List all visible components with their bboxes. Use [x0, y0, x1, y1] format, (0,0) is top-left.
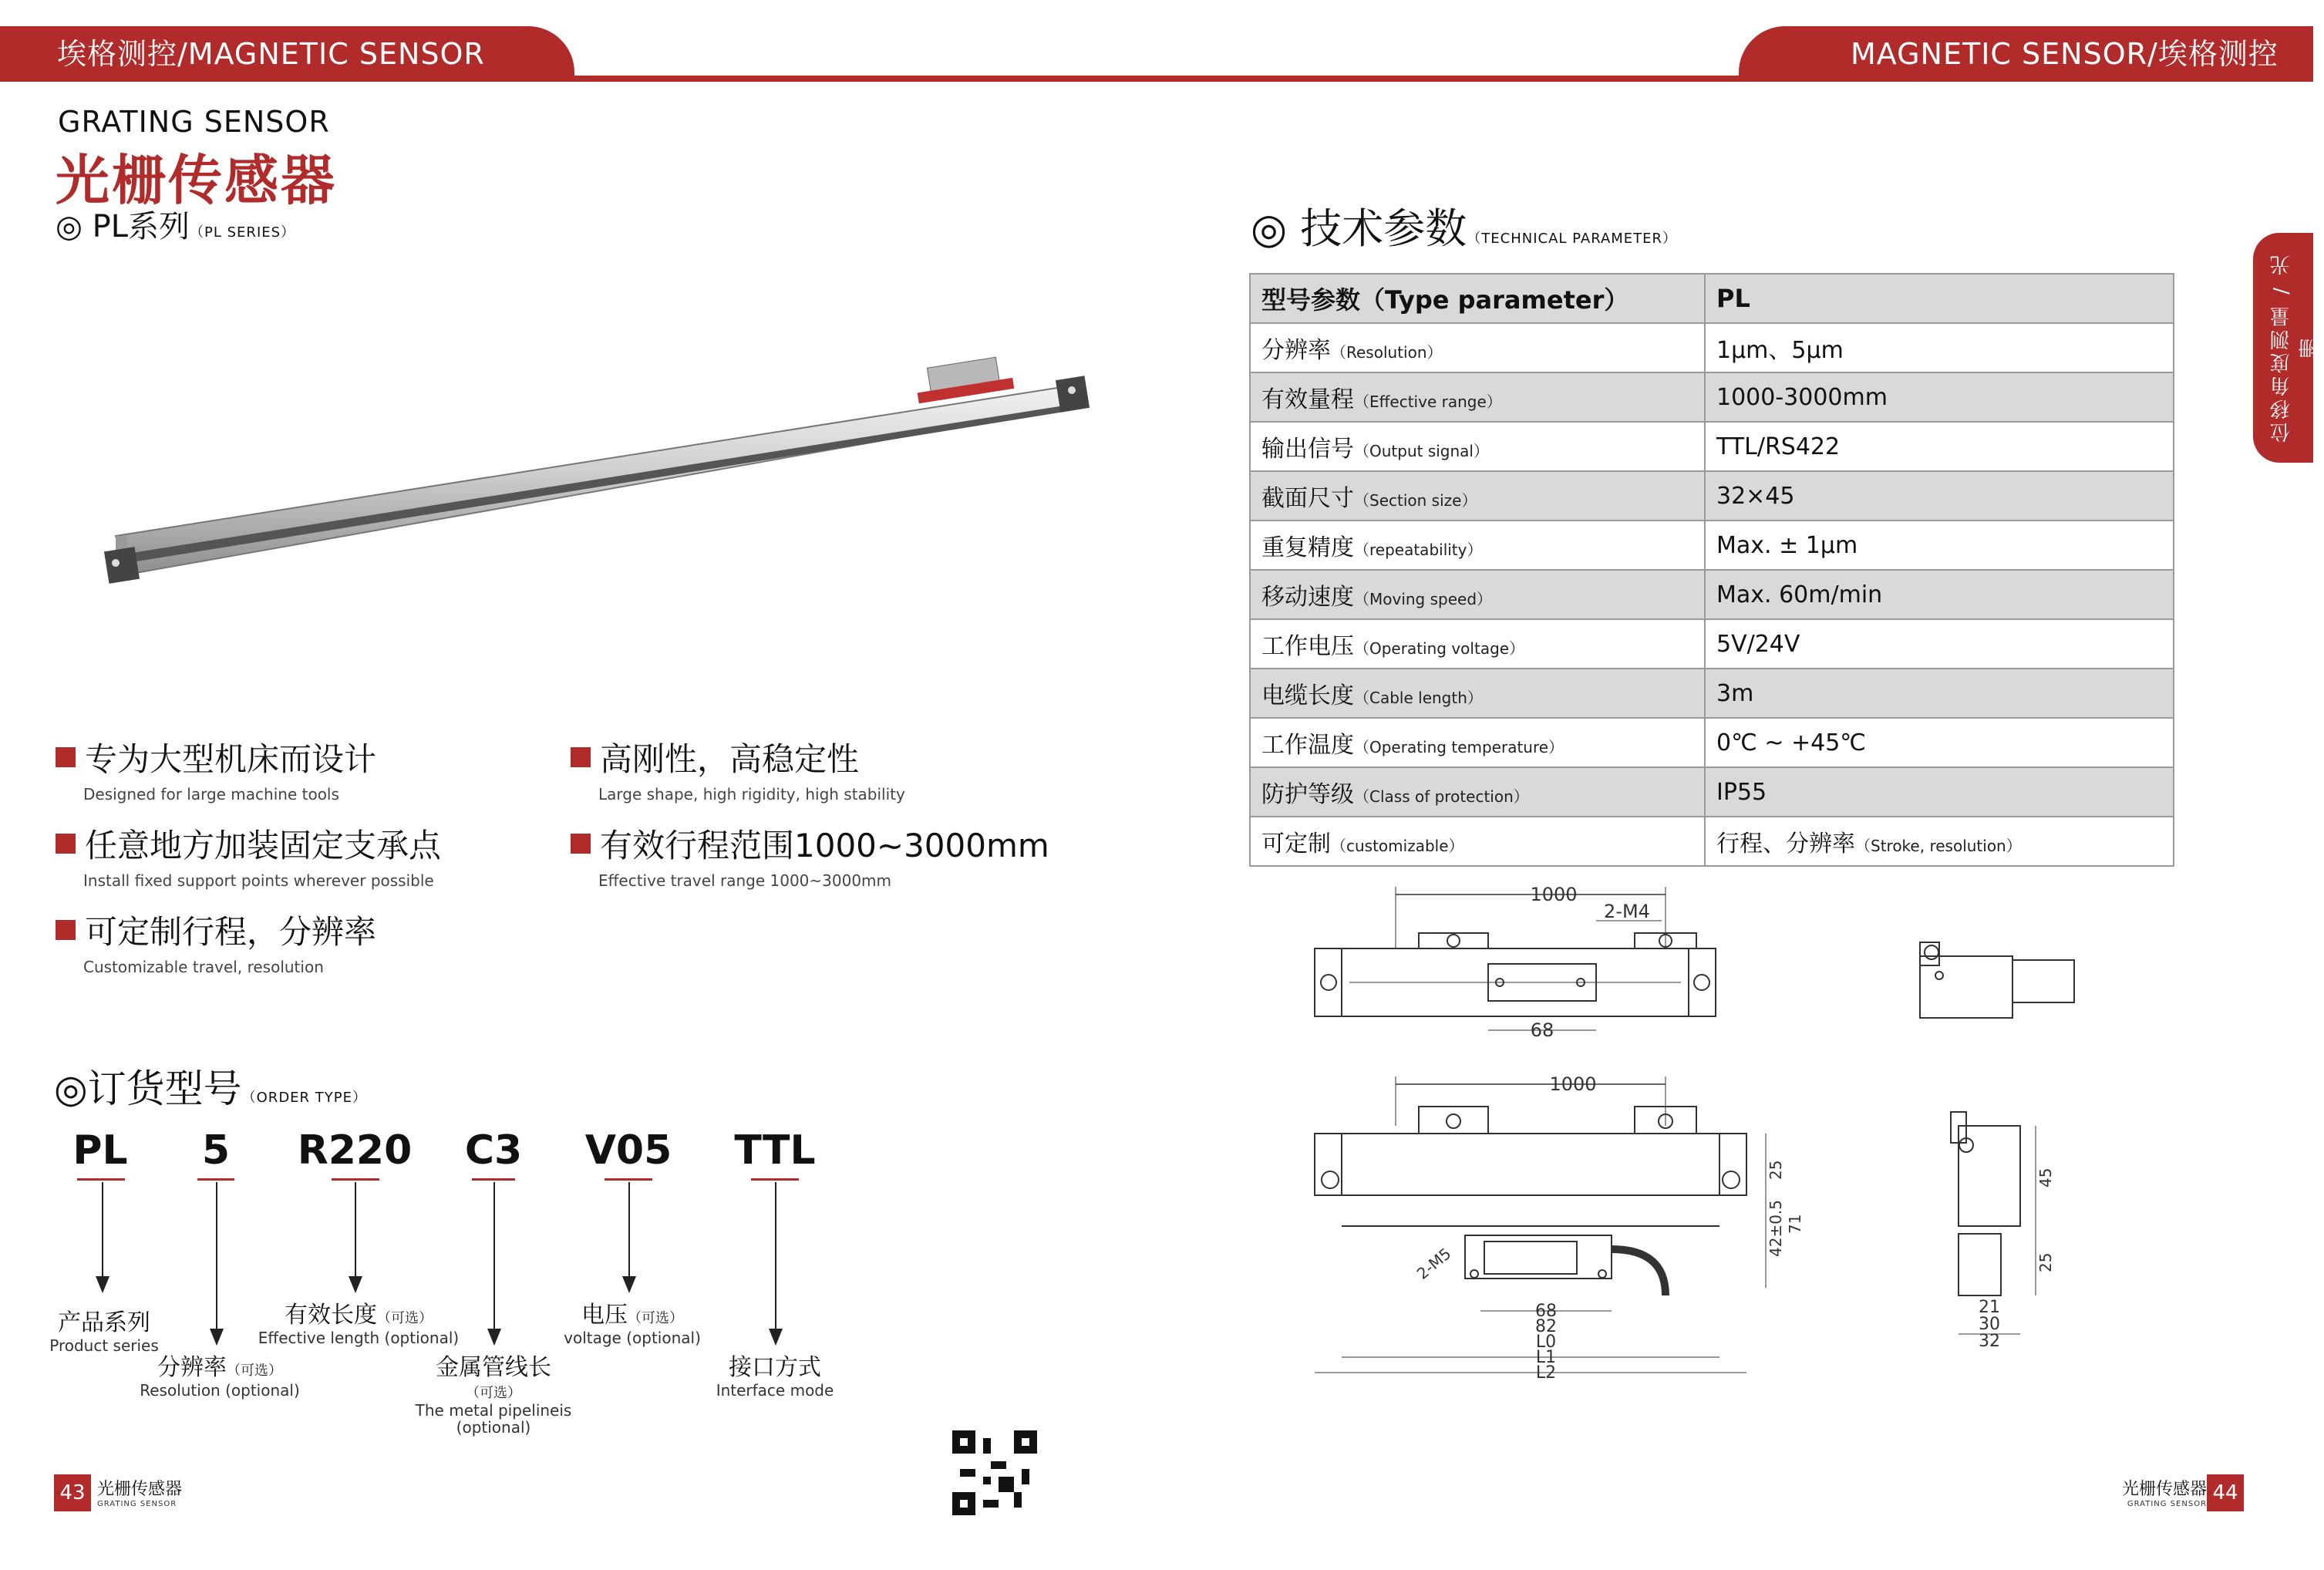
arrow-down-icon: [216, 1182, 217, 1344]
arrow-down-icon: [628, 1182, 630, 1292]
table-row: [1250, 767, 2174, 817]
table-header-param: 型号参数（Type parameter）: [1250, 274, 1705, 323]
arrow-down-icon: [102, 1182, 103, 1292]
order-label-cn: 产品系列: [58, 1309, 150, 1336]
order-label-en: Effective length (optional): [258, 1329, 460, 1347]
feature-2: [571, 734, 905, 804]
feature-5-cn: 可定制行程，分辨率: [85, 913, 377, 951]
header-tab-right: MAGNETIC SENSOR/埃格测控: [1739, 26, 2313, 82]
order-label-opt: （可选）: [466, 1385, 521, 1401]
param-en: （Moving speed）: [1354, 590, 1493, 608]
order-label-en: The metal pipelineis (optional): [415, 1401, 572, 1437]
param-value: Max. 60m/min: [1716, 581, 1883, 608]
bullet-square-icon: [571, 834, 591, 854]
dim-l1: L1: [1535, 1348, 1557, 1367]
feature-1: [56, 734, 376, 804]
order-code-cable: C3: [464, 1127, 523, 1174]
param-cn: 电缆长度: [1261, 682, 1354, 709]
footer-right-en: GRATING SENSOR: [2127, 1500, 2208, 1508]
arrow-down-icon: [493, 1182, 495, 1344]
param-cn: 分辨率: [1261, 337, 1331, 364]
order-code-voltage: V05: [584, 1127, 672, 1174]
table-row: [1250, 718, 2174, 767]
dimension-drawing: [1303, 879, 2105, 1388]
code-underline: [751, 1178, 799, 1181]
code-underline: [197, 1178, 234, 1181]
table-header-value: PL: [1705, 274, 2174, 323]
param-en: （Cable length）: [1354, 689, 1483, 707]
param-cn: 防护等级: [1261, 781, 1354, 808]
feature-3-en: Install fixed support points wherever possible: [83, 871, 434, 890]
table-row: [1250, 471, 2174, 521]
order-type-heading: [54, 1058, 367, 1113]
dim-68-top: 68: [1530, 1019, 1554, 1041]
table-row: [1250, 619, 2174, 669]
order-label-series: [31, 1303, 177, 1354]
feature-4: [571, 820, 1049, 890]
order-label-resolution: [131, 1348, 308, 1399]
dim-30: 30: [1979, 1315, 2000, 1334]
param-cn: 工作温度: [1261, 732, 1354, 759]
param-value: 行程、分辨率: [1716, 830, 1855, 857]
dim-1000-bottom: 1000: [1549, 1073, 1597, 1095]
bullet-square-icon: [571, 747, 591, 767]
param-value: 1μm、5μm: [1716, 337, 1844, 364]
order-label-cn: 金属管线长: [436, 1354, 551, 1381]
feature-4-cn: 有效行程范围1000~3000mm: [600, 827, 1049, 864]
table-row: [1250, 570, 2174, 619]
param-value: 32×45: [1716, 482, 1795, 510]
order-title-sub: （ORDER TYPE）: [241, 1090, 367, 1106]
arrow-down-icon: [775, 1182, 776, 1344]
dim-42: 42±0.5: [1767, 1199, 1785, 1257]
bullet-square-icon: [56, 920, 76, 940]
order-label-en: Resolution (optional): [140, 1381, 300, 1400]
order-label-cn: 有效长度: [285, 1302, 377, 1329]
param-value: 0℃ ~ +45℃: [1716, 729, 1866, 756]
table-row: [1250, 521, 2174, 570]
tech-heading: [1251, 196, 1677, 255]
order-label-en: Interface mode: [716, 1381, 834, 1400]
feature-1-cn: 专为大型机床而设计: [85, 740, 377, 778]
order-code-resolution: 5: [201, 1127, 231, 1174]
series-heading: [56, 202, 295, 246]
page-number-right: 44: [2207, 1474, 2244, 1511]
dim-l0: L0: [1535, 1332, 1557, 1352]
dim-71: 71: [1786, 1214, 1804, 1234]
param-en: （repeatability）: [1354, 541, 1483, 559]
series-sub: （PL SERIES）: [190, 224, 296, 241]
series-label: ◎ PL系列: [56, 209, 190, 244]
header-tab-left: 埃格测控/MAGNETIC SENSOR: [0, 26, 574, 82]
param-value: TTL/RS422: [1716, 433, 1841, 460]
code-underline: [472, 1178, 515, 1181]
table-row: [1250, 669, 2174, 718]
table-row: [1250, 817, 2174, 866]
qr-code-icon: [952, 1430, 1037, 1515]
product-image: [93, 347, 1110, 601]
table-row: [1250, 372, 2174, 422]
dim-2m4: 2-M4: [1604, 901, 1650, 922]
footer-right: [2122, 1476, 2207, 1508]
order-title: ◎订货型号: [54, 1066, 242, 1111]
param-value: IP55: [1716, 778, 1767, 806]
param-cn: 重复精度: [1261, 534, 1354, 561]
param-en: （Operating temperature）: [1354, 738, 1564, 756]
feature-5: [56, 907, 376, 976]
tech-title-sub: （TECHNICAL PARAMETER）: [1467, 231, 1678, 247]
feature-3-cn: 任意地方加装固定支承点: [85, 827, 442, 864]
page-number-left: 43: [54, 1474, 91, 1511]
feature-4-en: Effective travel range 1000~3000mm: [598, 871, 892, 890]
param-en: （Operating voltage）: [1354, 639, 1525, 658]
param-value: 1000-3000mm: [1716, 383, 1888, 411]
order-label-cn: 电压: [581, 1302, 628, 1329]
param-en: （Class of protection）: [1354, 787, 1529, 806]
dim-l2: L2: [1535, 1363, 1557, 1383]
table-row: [1250, 323, 2174, 372]
arrow-down-icon: [355, 1182, 356, 1292]
order-label-opt: （可选）: [628, 1310, 683, 1326]
code-underline: [77, 1178, 125, 1181]
side-tab-label: 位移角度测量 / 光栅: [2270, 251, 2322, 443]
tech-title: ◎ 技术参数: [1251, 204, 1467, 253]
order-label-en: Product series: [49, 1336, 159, 1355]
order-code-length: R220: [297, 1127, 413, 1174]
feature-5-en: Customizable travel, resolution: [83, 958, 324, 976]
param-cn: 可定制: [1261, 830, 1331, 857]
param-value: 3m: [1716, 679, 1754, 707]
order-label-cn: 分辨率: [157, 1354, 227, 1381]
param-en: （Effective range）: [1354, 392, 1502, 411]
param-value-en: （Stroke, resolution）: [1855, 837, 2022, 855]
param-cn: 有效量程: [1261, 386, 1354, 413]
feature-1-en: Designed for large machine tools: [83, 785, 339, 804]
param-en: （Section size）: [1354, 491, 1477, 510]
table-header-row: [1250, 274, 2174, 323]
order-label-length: [254, 1295, 463, 1346]
footer-left-en: GRATING SENSOR: [97, 1500, 177, 1508]
product-title-cn: 光栅传感器: [56, 149, 337, 212]
order-code-series: PL: [72, 1127, 128, 1174]
dim-32: 32: [1979, 1332, 2000, 1351]
order-code-interface: TTL: [734, 1127, 816, 1174]
param-value: Max. ± 1μm: [1716, 531, 1858, 559]
dim-2m5: 2-M5: [1413, 1244, 1455, 1283]
footer-left-cn: 光栅传感器: [97, 1480, 183, 1499]
tech-parameter-table: [1249, 273, 2174, 867]
param-cn: 输出信号: [1261, 436, 1354, 463]
footer-right-cn: 光栅传感器: [2122, 1480, 2208, 1499]
param-en: （Resolution）: [1331, 343, 1443, 362]
param-en: （customizable）: [1331, 837, 1464, 855]
order-label-opt: （可选）: [227, 1363, 282, 1379]
param-cn: 移动速度: [1261, 584, 1354, 611]
param-value: 5V/24V: [1716, 630, 1800, 658]
dim-82: 82: [1535, 1317, 1557, 1336]
order-label-opt: （可选）: [377, 1310, 433, 1326]
dim-1000-top: 1000: [1530, 884, 1578, 905]
code-underline: [605, 1178, 652, 1181]
feature-2-cn: 高刚性，高稳定性: [600, 740, 860, 778]
dim-21: 21: [1979, 1298, 2000, 1317]
order-label-cn: 接口方式: [729, 1354, 821, 1381]
bullet-square-icon: [56, 834, 76, 854]
bullet-square-icon: [56, 747, 76, 767]
order-label-interface: [706, 1348, 844, 1399]
dim-25-right: 25: [2036, 1252, 2055, 1272]
footer-left: [97, 1476, 182, 1508]
order-label-voltage: [551, 1295, 713, 1346]
table-row: [1250, 422, 2174, 471]
feature-2-en: Large shape, high rigidity, high stability: [598, 785, 905, 804]
dim-45: 45: [2036, 1167, 2055, 1188]
order-label-cable: [409, 1348, 578, 1436]
param-cn: 截面尺寸: [1261, 485, 1354, 512]
feature-3: [56, 820, 441, 890]
param-cn: 工作电压: [1261, 633, 1354, 660]
code-underline: [332, 1178, 379, 1181]
dim-68-bottom: 68: [1535, 1302, 1557, 1321]
dim-25-left: 25: [1767, 1160, 1785, 1180]
param-en: （Output signal）: [1354, 442, 1489, 460]
order-label-en: voltage (optional): [564, 1329, 701, 1347]
product-title-en: GRATING SENSOR: [58, 105, 330, 139]
